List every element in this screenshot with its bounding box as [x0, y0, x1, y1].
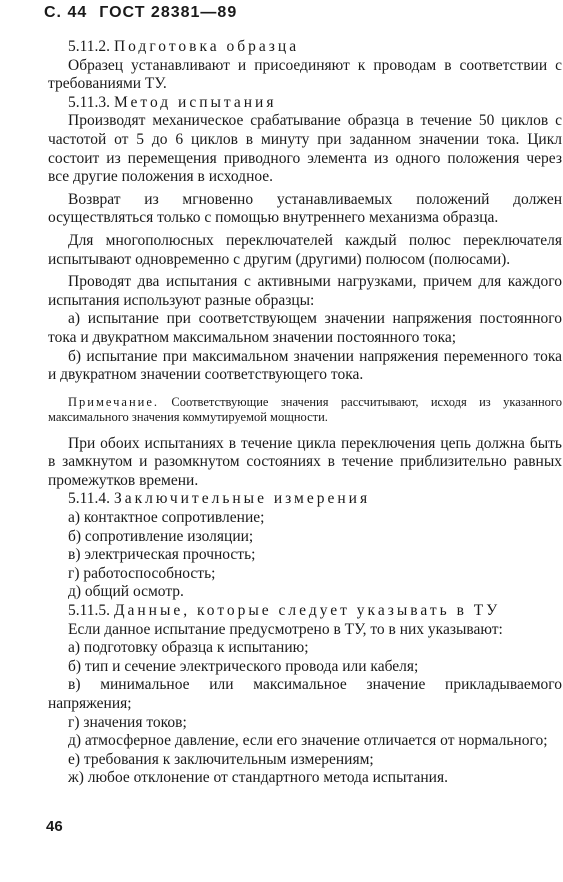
- paragraph: Если данное испытание предусмотрено в ТУ, то в них указывают:: [68, 620, 503, 638]
- list-item: б) испытание при максимальном значении напряжения переменного тока и двукратном значении соответствующего тока.: [48, 347, 562, 384]
- section-title: Заключительные измерения: [113, 490, 371, 508]
- section-number: 5.11.2.: [68, 38, 111, 55]
- note-label: Примечание.: [68, 394, 160, 409]
- page-number: 46: [46, 818, 63, 835]
- list-item: г) работоспособность;: [68, 564, 216, 582]
- header-standard: ГОСТ 28381—89: [99, 4, 238, 21]
- paragraph: Производят механическое срабатывание образца в течение 50 циклов с частотой от 5 до 6 циклов в минуту при заданном значении тока. Цикл состоит из перемещения приводного элемента из одного положения через все другие положения в исходное.: [48, 112, 562, 186]
- header-page-ref: С. 44: [44, 4, 88, 21]
- paragraph: Образец устанавливают и присоединяют к проводам в соответствии с требованиями ТУ.: [48, 56, 562, 93]
- list-item: д) общий осмотр.: [68, 583, 184, 601]
- list-item: а) контактное сопротивление;: [68, 509, 265, 527]
- section-number: 5.11.5.: [68, 602, 111, 620]
- section-title: Подготовка образца: [113, 38, 300, 55]
- section-number: 5.11.4.: [68, 490, 111, 508]
- section-number: 5.11.3.: [68, 93, 111, 111]
- paragraph: Для многополюсных переключателей каждый полюс переключателя испытывают одновременно с другим (другими) полюсом (полюсами).: [48, 231, 562, 268]
- list-item: б) тип и сечение электрического провода или кабеля;: [68, 657, 419, 675]
- section-5-11-4-heading: [48, 490, 562, 509]
- section-title: Метод испытания: [113, 93, 277, 111]
- section-5-11-5-heading: [48, 602, 562, 621]
- list-item: б) сопротивление изоляции;: [68, 527, 254, 545]
- list-item: е) требования к заключительным измерениям;: [68, 750, 374, 768]
- paragraph: Возврат из мгновенно устанавливаемых положений должен осуществляться только с помощью внутреннего механизма образца.: [48, 190, 562, 227]
- list-item: в) минимальное или максимальное значение прикладываемого напряжения;: [48, 676, 562, 712]
- list-item: а) подготовку образца к испытанию;: [68, 639, 309, 657]
- note-text: Соответствующие значения рассчитывают, исходя из указанного максимального значения коммутируемой мощности.: [48, 394, 562, 424]
- document-body: [48, 38, 562, 788]
- section-5-11-3-heading: [48, 94, 562, 113]
- section-title: Данные, которые следует указывать в ТУ: [113, 602, 501, 620]
- page-header: [44, 4, 237, 22]
- paragraph: Проводят два испытания с активными нагрузками, причем для каждого испытания используют разные образцы:: [48, 273, 562, 309]
- list-item: в) электрическая прочность;: [68, 546, 256, 564]
- list-item: г) значения токов;: [68, 713, 187, 731]
- section-5-11-2-heading: [48, 38, 562, 57]
- list-item: д) атмосферное давление, если его значение отличается от нормального;: [68, 732, 548, 750]
- note: [48, 395, 562, 425]
- list-item: а) испытание при соответствующем значении напряжения постоянного тока и двукратном максимальном значении постоянного тока;: [48, 310, 562, 346]
- list-item: ж) любое отклонение от стандартного метода испытания.: [68, 769, 448, 787]
- paragraph: При обоих испытаниях в течение цикла переключения цепь должна быть в замкнутом и разомкнутом состояниях в течение приблизительно равных промежутков времени.: [48, 434, 562, 489]
